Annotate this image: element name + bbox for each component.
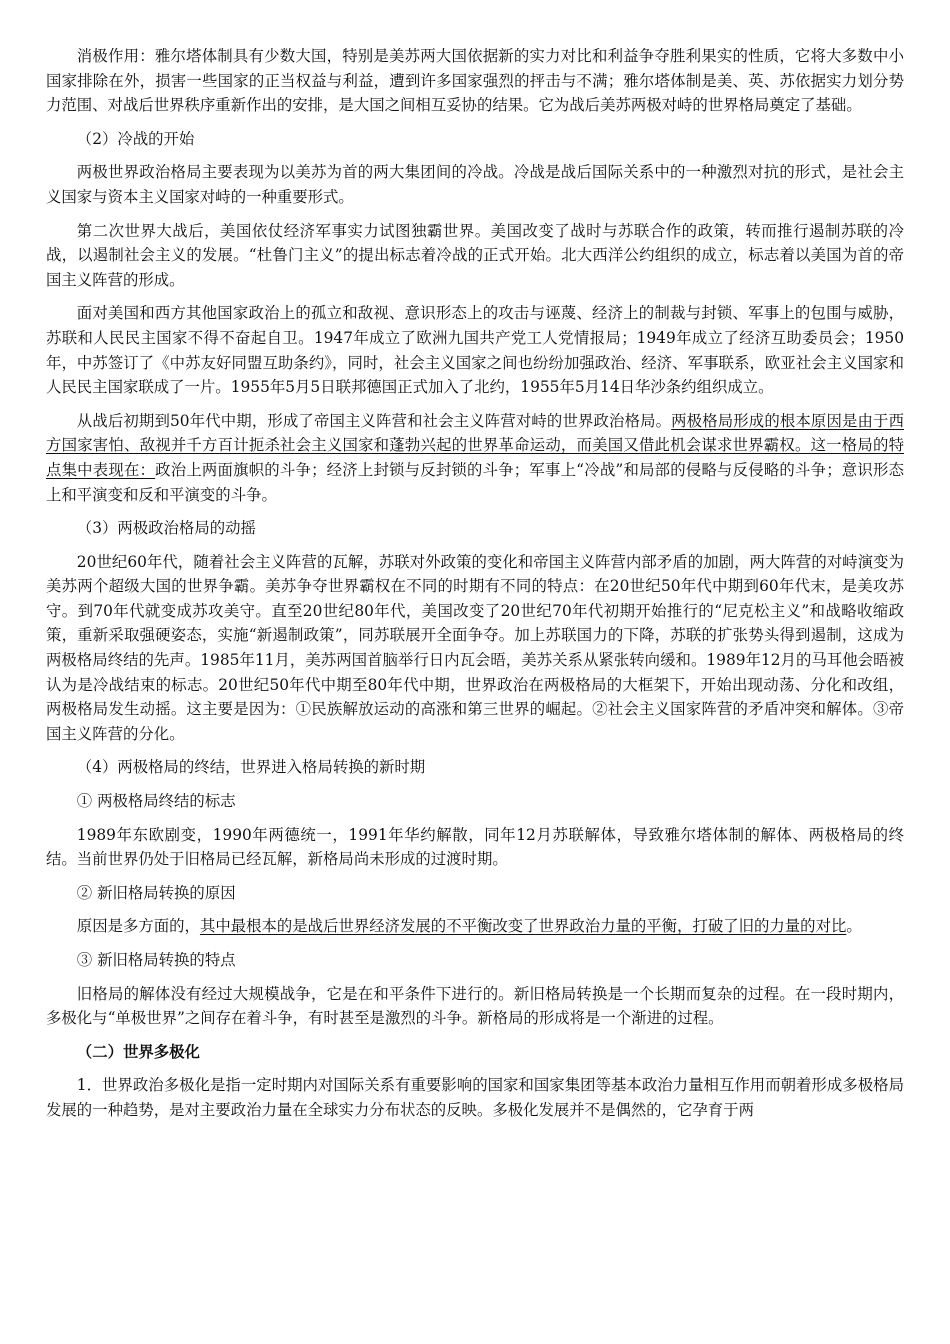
heading-cold-war-start: （2）冷战的开始: [76, 129, 195, 148]
document-page: [46, 44, 904, 1132]
heading-multipolarization: （二）世界多极化: [76, 1042, 200, 1061]
paragraph-superpower-rivalry: 20世纪60年代，随着社会主义阵营的瓦解，苏联对外政策的变化和帝国主义阵营内部矛盾的加剧，两大阵营的对峙演变为美苏两个超级大国的世界争霸。美苏争夺世界霸权在不同的时期有不同的特点：在20世纪50年代中期到60年代末，是美攻苏守。到70年代就变成苏攻美守。直至20世纪80年代，美国改变了20世纪70年代初期开始推行的“尼克松主义”和战略收缩政策，重新采取强硬姿态，实施“新遏制政策”，同苏联展开全面争夺。加上苏联国力的下降，苏联的扩张势头得到遏制，这成为两极格局终结的先声。1985年11月，美苏两国首脑举行日内瓦会晤，美苏关系从紧张转向缓和。1989年12月的马耳他会晤被认为是冷战结束的标志。20世纪50年代中期至80年代中期，世界政治在两极格局的大框架下，开始出现动荡、分化和改组，两极格局发生动摇。这主要是因为：①民族解放运动的高涨和第三世界的崛起。②社会主义国家阵营的矛盾冲突和解体。③帝国主义阵营的分化。: [46, 552, 904, 743]
subheading-transition-causes: ② 新旧格局转换的原因: [76, 883, 236, 902]
paragraph-negative-effects: 消极作用：雅尔塔体制具有少数大国，特别是美苏两大国依据新的实力对比和利益争夺胜利果实的性质，它将大多数中小国家排除在外，损害一些国家的正当权益与利益，遭到许多国家强烈的抨击与不满；雅尔塔体制是美、英、苏依据实力划分势力范围、对战后世界秩序重新作出的安排，是大国之间相互妥协的结果。它为战后美苏两极对峙的世界格局奠定了基础。: [46, 47, 904, 115]
paragraph-bipolar-cold-war: 两极世界政治格局主要表现为以美苏为首的两大集团间的冷战。冷战是战后国际关系中的一种激烈对抗的形式，是社会主义国家与资本主义国家对峙的一种重要形式。: [46, 163, 904, 206]
paragraph-soviet-response: 面对美国和西方其他国家政治上的孤立和敌视、意识形态上的攻击与诬蔑、经济上的制裁与封锁、军事上的包围与威胁，苏联和人民民主国家不得不奋起自卫。1947年成立了欧洲九国共产党工人党情报局；1949年成立了经济互助委员会；1950年，中苏签订了《中苏友好同盟互助条约》，同时，社会主义国家之间也纷纷加强政治、经济、军事联系，欧亚社会主义国家和人民民主国家联成了一片。1955年5月5日联邦德国正式加入了北约，1955年5月14日华沙条约组织成立。: [46, 304, 904, 397]
paragraph-us-hegemony: 第二次世界大战后，美国依仗经济军事实力试图独霸世界。美国改变了战时与苏联合作的政策，转而推行遏制苏联的冷战，以遏制社会主义的发展。“杜鲁门主义”的提出标志着冷战的正式开始。北大西洋公约组织的成立，标志着以美国为首的帝国主义阵营的形成。: [46, 221, 904, 289]
paragraph-bipolar-formation: [46, 409, 904, 507]
underlined-text: 其中最根本的是战后世界经济发展的不平衡改变了世界政治力量的平衡，打破了旧的力量的对比: [199, 917, 847, 936]
heading-bipolar-end: （4）两极格局的终结，世界进入格局转换的新时期: [76, 758, 426, 777]
subheading-end-markers: ① 两极格局终结的标志: [76, 792, 236, 811]
underlined-text: 两极格局形成的根本原因是由于西方国家害怕、敌视并千方百计扼杀社会主义国家和蓬勃兴起的世界革命运动，而美国又借此机会谋求世界霸权。这一格局的特点集中表现在：: [46, 411, 904, 479]
subheading-transition-features: ③ 新旧格局转换的特点: [76, 951, 236, 969]
paragraph-multipolarization-definition: 1．世界政治多极化是指一定时期内对国际关系有重要影响的国家和国家集团等基本政治力量相互作用而朝着形成多极格局发展的一种趋势，是对主要政治力量在全球实力分布状态的反映。多极化发展并不是偶然的，它孕育于两: [46, 1076, 904, 1119]
paragraph-transition-causes: [46, 914, 904, 939]
text-segment: 。: [846, 917, 862, 936]
text-segment: 政治上两面旗帜的斗争；经济上封锁与反封锁的斗争；军事上“冷战”和局部的侵略与反侵略的斗争；意识形态上和平演变和反和平演变的斗争。: [46, 460, 904, 504]
heading-bipolar-shaking: （3）两极政治格局的动摇: [76, 519, 256, 538]
text-segment: 原因是多方面的，: [76, 917, 200, 936]
paragraph-transition-features: 旧格局的解体没有经过大规模战争，它是在和平条件下进行的。新旧格局转换是一个长期而复杂的过程。在一段时期内，多极化与“单极世界”之间存在着斗争，有时甚至是激烈的斗争。新格局的形成将是一个渐进的过程。: [46, 984, 904, 1028]
text-segment: 从战后初期到50年代中期，形成了帝国主义阵营和社会主义阵营对峙的世界政治格局。: [76, 411, 672, 430]
paragraph-end-markers: 1989年东欧剧变，1990年两德统一，1991年华约解散，同年12月苏联解体，导致雅尔塔体制的解体、两极格局的终结。当前世界仍处于旧格局已经瓦解，新格局尚未形成的过渡时期。: [46, 825, 904, 869]
